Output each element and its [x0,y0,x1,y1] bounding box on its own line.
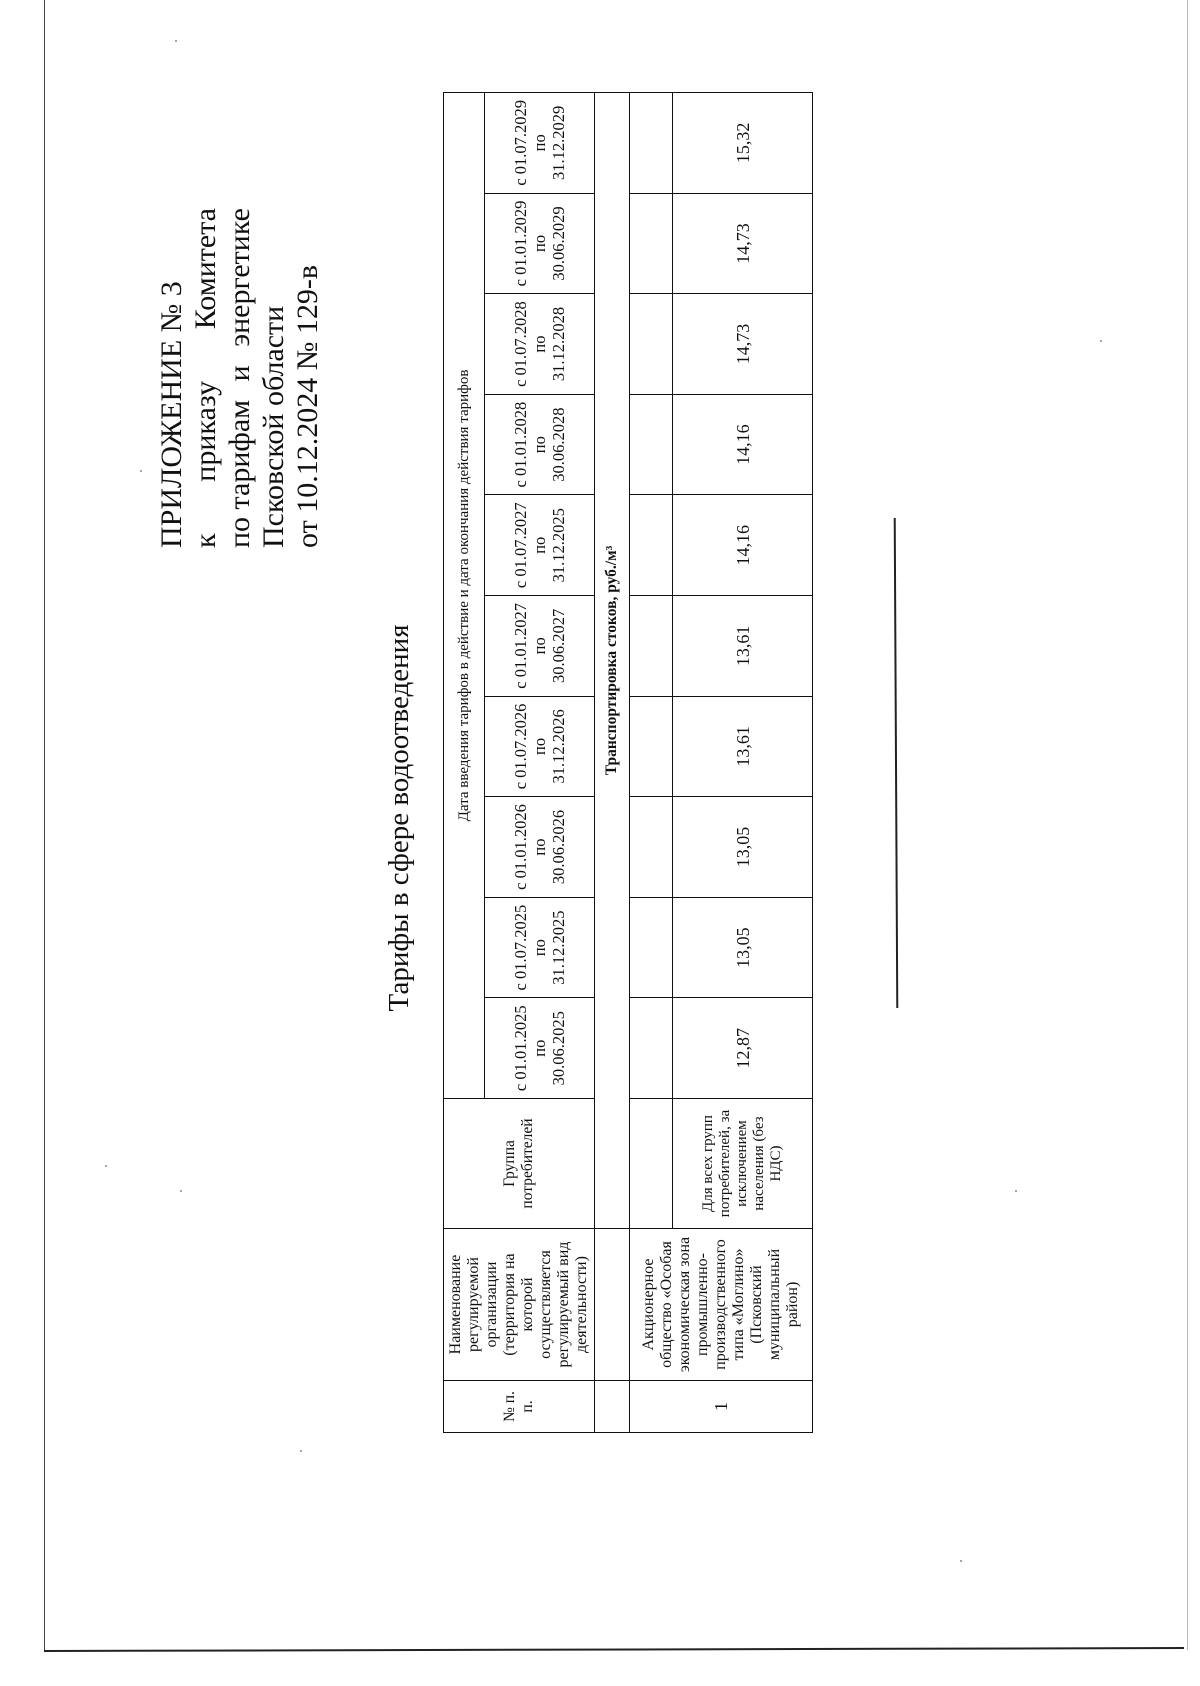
appendix-line-1: ПРИЛОЖЕНИЕ № 3 [155,281,188,548]
tariff-value: 12,87 [673,998,813,1099]
tariff-value: 15,32 [673,92,813,193]
blank-cell [630,294,673,395]
row-number: 1 [630,1381,813,1433]
scan-edge-right [1187,0,1188,1650]
blank-cell [630,92,673,193]
scan-speck [1100,340,1102,342]
tariff-value: 14,16 [673,394,813,495]
header-consumer-group: Группа потребителей [444,1099,595,1229]
period-header: с 01.01.2026 по 30.06.2026 [485,797,595,898]
section-title: Транспортировка стоков, руб./м³ [595,92,630,1228]
appendix-line-5: от 10.12.2024 № 129-в [291,265,324,548]
scan-speck [175,40,177,42]
period-header: с 01.07.2028 по 31.12.2028 [485,294,595,395]
appendix-line-4: Псковской области [257,305,290,548]
appendix-word: энергетике [223,208,256,347]
blank-cell [630,998,673,1099]
consumer-group: Для всех групп потребителей, за исключением населения (без НДС) [673,1099,813,1229]
period-header: с 01.07.2025 по 31.12.2025 [485,897,595,998]
tariff-value: 13,05 [673,797,813,898]
scan-speck [1015,1190,1017,1192]
blank-cell [630,797,673,898]
tariffs-table [443,92,813,1433]
section-spacer [595,1381,630,1433]
period-header: с 01.07.2027 по 31.12.2025 [485,495,595,596]
tariff-value: 14,16 [673,495,813,596]
blank-cell [630,696,673,797]
rotated-page [85,99,1085,1628]
document-title: Тарифы в сфере водоотведения [383,624,415,1012]
header-num: № п. п. [444,1381,595,1433]
organization-name: Акционерное общество «Особая экономическая зона промышленно-производственного типа «Моглино» (Псковский муниципальный район) [630,1229,813,1381]
appendix-line-3 [223,208,257,548]
appendix-word: и [223,365,256,382]
scan-speck [960,1560,962,1562]
header-dates: Дата введения тарифов в действие и дата окончания действия тарифов [444,92,485,1098]
period-header: с 01.07.2029 по 31.12.2029 [485,92,595,193]
period-header: с 01.01.2025 по 30.06.2025 [485,998,595,1099]
period-header: с 01.01.2029 по 30.06.2029 [485,193,595,294]
scan-speck [180,1190,182,1192]
appendix-block [155,208,325,548]
scan-edge-left [44,0,45,1652]
appendix-word: приказу [189,380,222,482]
tariff-value: 14,73 [673,193,813,294]
tariff-value: 13,61 [673,596,813,697]
scan-speck [300,1450,302,1452]
blank-cell [630,394,673,495]
scan-speck [140,470,142,472]
appendix-word: к [189,533,222,548]
blank-cell [630,495,673,596]
period-header: с 01.01.2028 по 30.06.2028 [485,394,595,495]
blank-cell [630,897,673,998]
tariff-value: 14,73 [673,294,813,395]
period-header: с 01.07.2026 по 31.12.2026 [485,696,595,797]
signature-line [894,518,899,1008]
appendix-word: Комитета [189,208,222,330]
appendix-line-2 [189,208,223,548]
scan-speck [105,1165,107,1167]
tariff-value: 13,05 [673,897,813,998]
header-organization: Наименование регулируемой организации (территория на которой осуществляется регулируемый вид деятельности) [444,1229,595,1381]
period-header: с 01.01.2027 по 30.06.2027 [485,596,595,697]
blank-cell [630,1099,673,1229]
appendix-word: по тарифам [223,399,256,548]
scan-edge-bottom [44,1647,1184,1652]
section-spacer [595,1229,630,1381]
blank-cell [630,596,673,697]
tariff-value: 13,61 [673,696,813,797]
blank-cell [630,193,673,294]
